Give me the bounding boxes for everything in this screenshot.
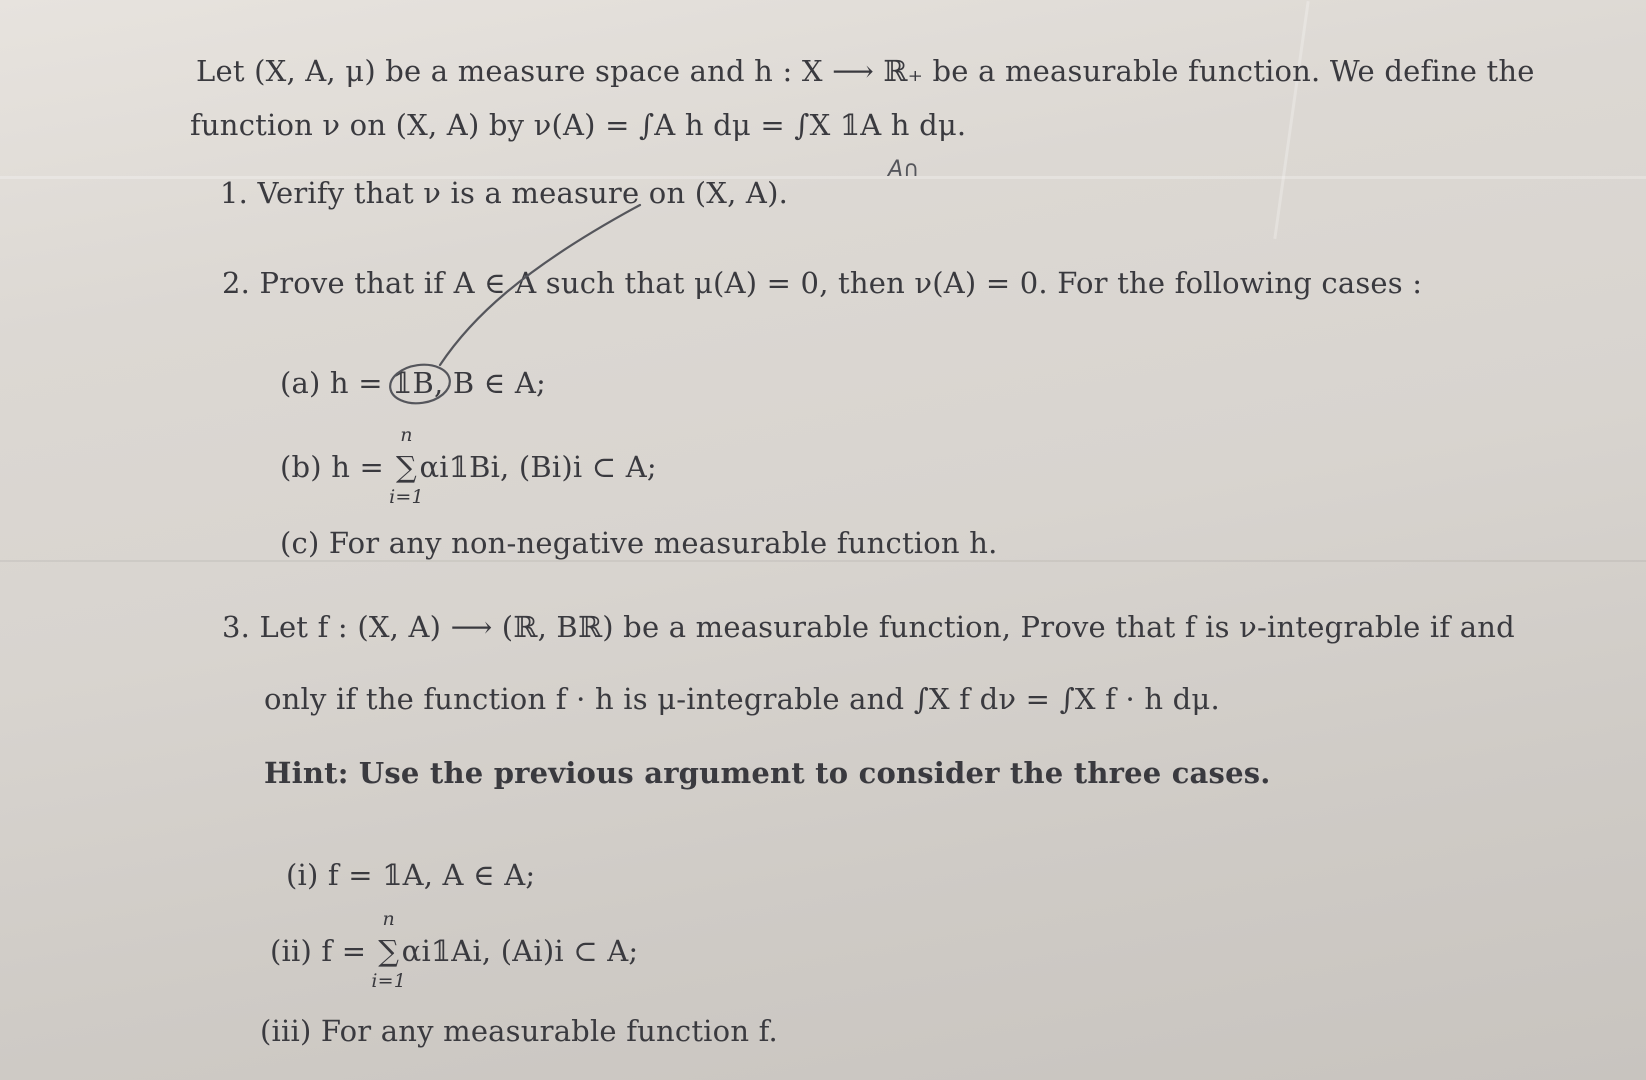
question-2b-suffix: αi𝟙Bi, (Bi)i ⊂ A;: [419, 450, 657, 484]
question-2: 2. Prove that if A ∈ A such that μ(A) = 0, then ν(A) = 0. For the following cases :: [222, 266, 1423, 300]
question-3i: (i) f = 𝟙A, A ∈ A;: [286, 858, 536, 892]
sigma-upper-limit: n: [400, 424, 413, 446]
intro-line-1: Let (X, A, μ) be a measure space and h : X ⟶ ℝ₊ be a measurable function. We define the: [196, 54, 1535, 88]
handwritten-margin-note: A∩: [888, 157, 920, 182]
paper-crease: [1273, 1, 1309, 239]
sigma-lower-limit: i=1: [371, 970, 407, 992]
hint-line: Hint: Use the previous argument to consider the three cases.: [264, 756, 1271, 790]
sigma-glyph: ∑: [378, 934, 400, 968]
question-3-line-1: 3. Let f : (X, A) ⟶ (ℝ, Bℝ) be a measurable function, Prove that f is ν-integrable if and: [222, 610, 1515, 644]
question-3-line-2: only if the function f · h is μ-integrable and ∫X f dν = ∫X f · h dμ.: [264, 682, 1220, 716]
question-2c: (c) For any non-negative measurable function h.: [280, 526, 998, 560]
question-2a: (a) h = 𝟙B, B ∈ A;: [280, 366, 547, 400]
summation-symbol: [371, 908, 407, 992]
sigma-upper-limit: n: [382, 908, 395, 930]
question-1: 1. Verify that ν is a measure on (X, A).: [220, 176, 789, 210]
paper-crease: [0, 560, 1646, 562]
question-3ii-suffix: αi𝟙Ai, (Ai)i ⊂ A;: [401, 934, 639, 968]
question-2b-prefix: (b) h =: [280, 450, 394, 484]
question-2b: [280, 424, 657, 508]
intro-line-2: function ν on (X, A) by ν(A) = ∫A h dμ = ∫X 𝟙A h dμ.: [190, 108, 967, 142]
sigma-lower-limit: i=1: [389, 486, 424, 508]
summation-symbol: [389, 424, 424, 508]
question-3ii-prefix: (ii) f =: [270, 934, 376, 968]
sigma-glyph: ∑: [395, 450, 417, 484]
question-3iii: (iii) For any measurable function f.: [260, 1014, 778, 1048]
question-3ii: [270, 908, 639, 992]
